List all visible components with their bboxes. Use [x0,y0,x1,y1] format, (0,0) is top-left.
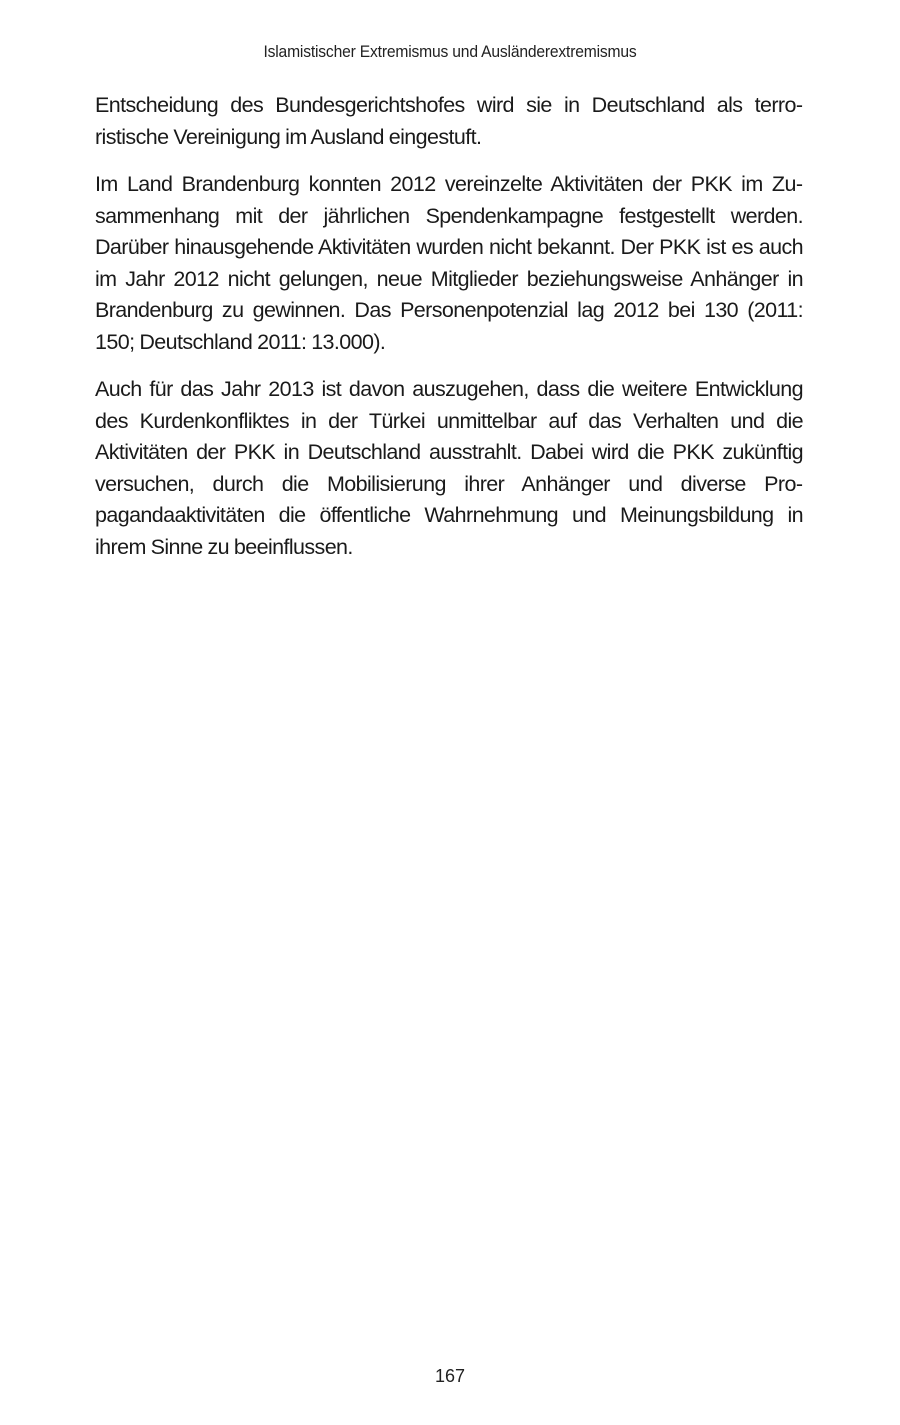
page-number: 167 [434,1366,466,1386]
page-body [95,90,803,579]
paragraph-2: Im Land Brandenburg konnten 2012 vereinzelte Aktivitäten der PKK im Zusammenhang mit der jährlichen Spendenkampagne festgestellt werden. Darüber hinausgehende Aktivitäten wurden nicht bekannt. Der PKK ist es auch im Jahr 2012 nicht gelungen, neue Mitglieder beziehungsweise Anhänger in Brandenburg zu gewinnen. Das Personenpotenzial lag 2012 bei 130 (2011: 150; Deutschland 2011: 13.000). [95,172,803,354]
paragraph-1: Entscheidung des Bundesgerichtshofes wird sie in Deutschland als terroristische Vereinigung im Ausland eingestuft. [95,93,803,149]
paragraph-3: Auch für das Jahr 2013 ist davon auszugehen, dass die weitere Entwicklung des Kurdenkonfliktes in der Türkei unmittelbar auf das Verhalten und die Aktivitäten der PKK in Deutschland ausstrahlt. Dabei wird die PKK zukünftig versuchen, durch die Mobilisierung ihrer Anhänger und diverse Propagandaaktivitäten die öffentliche Wahrnehmung und Meinungsbildung in ihrem Sinne zu beeinflussen. [95,377,803,559]
running-header: Islamistischer Extremismus und Ausländerextremismus [263,42,637,61]
